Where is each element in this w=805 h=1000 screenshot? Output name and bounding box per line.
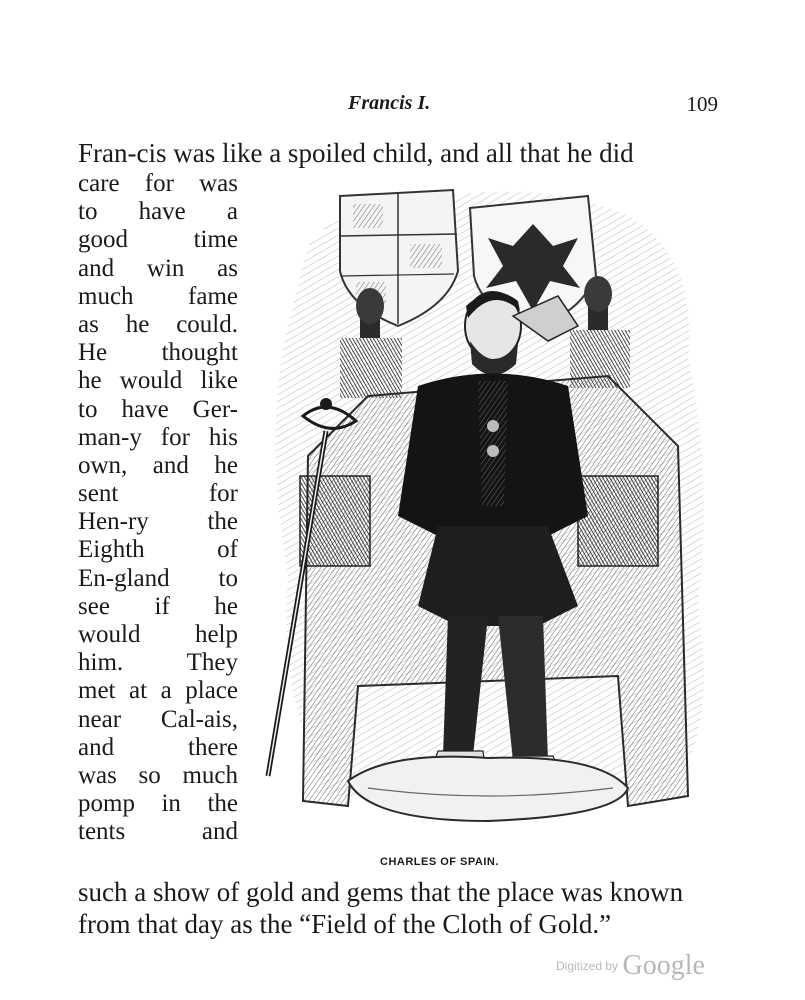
text-line: as he could.: [78, 310, 238, 338]
illustration-caption: CHARLES OF SPAIN.: [380, 856, 499, 868]
text-line: En-gland to: [78, 564, 238, 592]
running-header: [78, 92, 718, 122]
text-line: met at a place: [78, 677, 238, 705]
text-line: tents and: [78, 818, 238, 846]
text-line: and there: [78, 733, 238, 761]
text-line: and win as: [78, 254, 238, 282]
closing-lines: [78, 876, 723, 940]
text-line: Eighth of: [78, 536, 238, 564]
throne-right-arm: [578, 476, 658, 566]
text-line: such a show of gold and gems that the place was known: [78, 877, 684, 907]
first-line: Fran-cis was like a spoiled child, and all that he did: [78, 138, 634, 168]
text-line: see if he: [78, 592, 238, 620]
page-number: 109: [686, 92, 718, 116]
text-line: man-y for his: [78, 423, 238, 451]
text-line: care for was: [78, 170, 238, 197]
text-line: from that day as the “Field of the Cloth of Gold.”: [78, 909, 612, 939]
engraving-illustration: [248, 176, 723, 846]
text-line: much fame: [78, 282, 238, 310]
text-line: was so much: [78, 761, 238, 789]
text-line: own, and he: [78, 451, 238, 479]
text-line: to have a: [78, 198, 238, 226]
text-line: him. They: [78, 649, 238, 677]
footstool-cushion: [348, 757, 628, 821]
text-line: to have Ger-: [78, 395, 238, 423]
text-line: Hen-ry the: [78, 508, 238, 536]
running-title: Francis I.: [348, 92, 431, 114]
text-line: he would like: [78, 367, 238, 395]
text-line: good time: [78, 226, 238, 254]
wrapped-text-column: [78, 170, 238, 847]
text-line: pomp in the: [78, 790, 238, 818]
text-line: He thought: [78, 339, 238, 367]
text-line: would help: [78, 621, 238, 648]
google-logo-text: Google: [622, 950, 705, 981]
text-line: near Cal-ais,: [78, 705, 238, 733]
text-line: sent for: [78, 480, 238, 508]
digitized-by-watermark: [556, 950, 705, 982]
watermark-prefix: Digitized by: [556, 959, 619, 973]
